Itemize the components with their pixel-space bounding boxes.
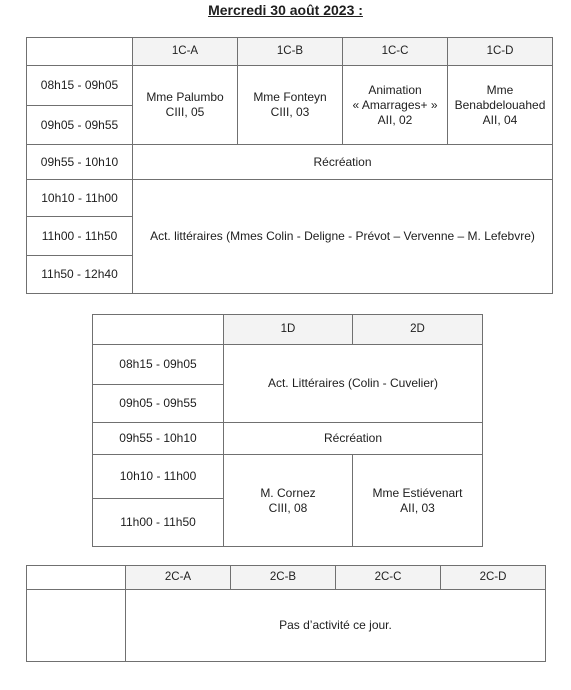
- time-slot: 11h00 - 11h50: [93, 499, 224, 547]
- time-slot: 09h05 - 09h55: [27, 106, 133, 145]
- class-header-1c-d: 1C-D: [448, 38, 553, 66]
- header-row: [27, 38, 553, 66]
- time-slot: 11h00 - 11h50: [27, 217, 133, 256]
- time-slot: 09h55 - 10h10: [27, 145, 133, 180]
- time-slot: 09h55 - 10h10: [93, 423, 224, 455]
- class-header-1c-b: 1C-B: [238, 38, 343, 66]
- time-slot: [27, 590, 126, 662]
- table-row: [93, 423, 483, 455]
- teacher-cell-1c-a: Mme Palumbo CIII, 05: [133, 66, 238, 145]
- corner-cell: [27, 566, 126, 590]
- time-slot: 10h10 - 11h00: [93, 455, 224, 499]
- class-header-1d: 1D: [224, 315, 353, 345]
- table-row: [27, 66, 553, 106]
- corner-cell: [93, 315, 224, 345]
- no-activity-cell: Pas d’activité ce jour.: [126, 590, 546, 662]
- class-header-1c-a: 1C-A: [133, 38, 238, 66]
- literary-activity-cell: Act. littéraires (Mmes Colin - Deligne - Prévot – Vervenne – M. Lefebvre): [133, 180, 553, 294]
- table-row: [27, 180, 553, 217]
- class-header-2c-d: 2C-D: [441, 566, 546, 590]
- time-slot: 08h15 - 09h05: [93, 345, 224, 385]
- class-header-2c-a: 2C-A: [126, 566, 231, 590]
- schedule-table-2c: [26, 565, 546, 662]
- page-title: Mercredi 30 août 2023 :: [208, 2, 363, 18]
- teacher-cell-1c-b: Mme Fonteyn CIII, 03: [238, 66, 343, 145]
- table-row: [27, 590, 546, 662]
- corner-cell: [27, 38, 133, 66]
- time-slot: 11h50 - 12h40: [27, 256, 133, 294]
- time-slot: 09h05 - 09h55: [93, 385, 224, 423]
- class-header-2c-c: 2C-C: [336, 566, 441, 590]
- teacher-cell-2d: Mme Estiévenart AII, 03: [353, 455, 483, 547]
- class-header-1c-c: 1C-C: [343, 38, 448, 66]
- teacher-cell-1d: M. Cornez CIII, 08: [224, 455, 353, 547]
- literary-activity-cell: Act. Littéraires (Colin - Cuvelier): [224, 345, 483, 423]
- time-slot: 10h10 - 11h00: [27, 180, 133, 217]
- table-row: [27, 145, 553, 180]
- table-row: [93, 345, 483, 385]
- class-header-2d: 2D: [353, 315, 483, 345]
- table-row: [93, 455, 483, 499]
- recreation-cell: Récréation: [133, 145, 553, 180]
- header-row: [27, 566, 546, 590]
- recreation-cell: Récréation: [224, 423, 483, 455]
- time-slot: 08h15 - 09h05: [27, 66, 133, 106]
- teacher-cell-1c-d: Mme Benabdelouahed AII, 04: [448, 66, 553, 145]
- schedule-table-1c: [26, 37, 553, 294]
- activity-cell-1c-c: Animation « Amarrages+ » AII, 02: [343, 66, 448, 145]
- header-row: [93, 315, 483, 345]
- class-header-2c-b: 2C-B: [231, 566, 336, 590]
- schedule-table-d: [92, 314, 483, 547]
